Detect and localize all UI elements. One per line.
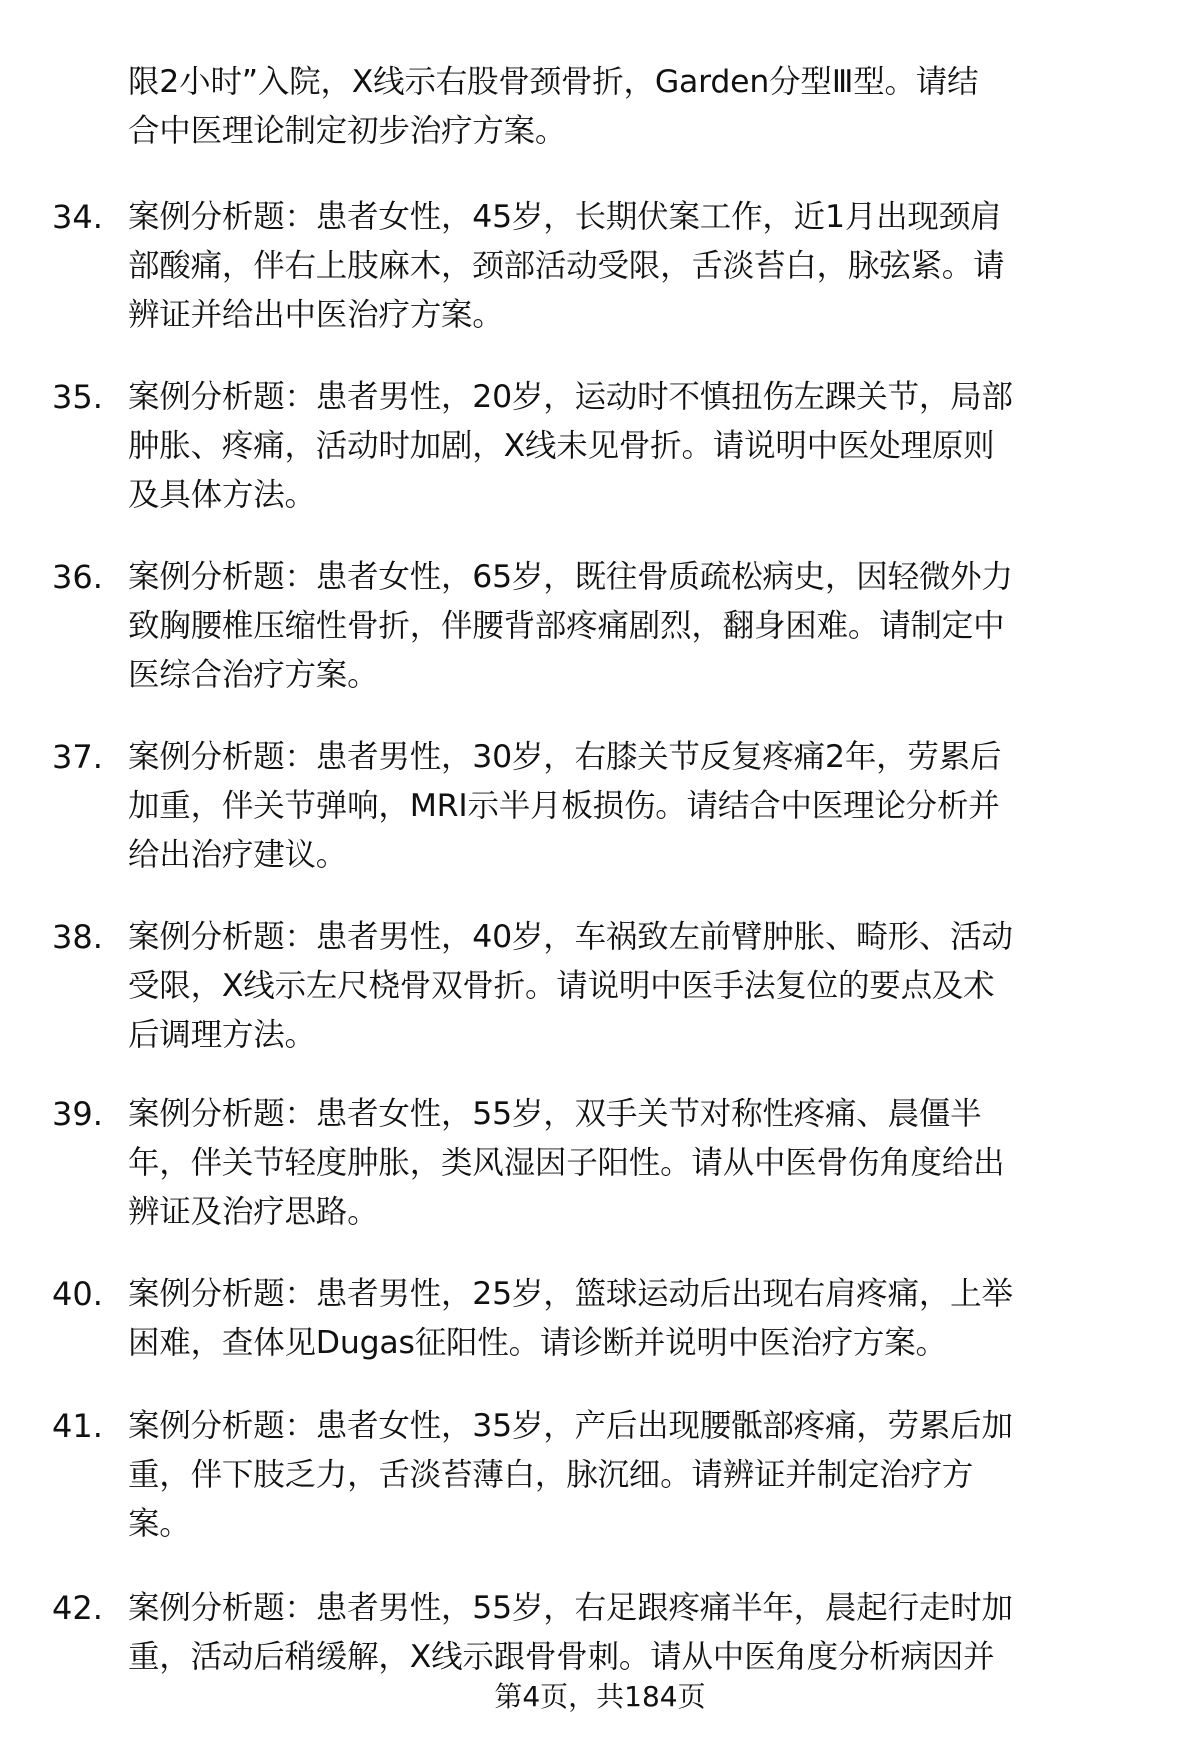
question-text-line: 重，伴下肢乏力，舌淡苔薄白，脉沉细。请辨证并制定治疗方 <box>128 1457 974 1493</box>
question-text-line: 案例分析题：患者男性，40岁，车祸致左前臂肿胀、畸形、活动 <box>128 919 1013 955</box>
question-text-line: 案例分析题：患者男性，20岁，运动时不慎扭伤左踝关节，局部 <box>128 379 1013 415</box>
question-number: 41. <box>52 1407 103 1445</box>
question-number: 34. <box>52 198 103 236</box>
page-number: 第4页，共184页 <box>494 1680 706 1713</box>
question-number: 40. <box>52 1275 103 1313</box>
question-text-line: 案例分析题：患者男性，55岁，右足跟疼痛半年，晨起行走时加 <box>128 1590 1013 1626</box>
question-number: 38. <box>52 918 103 956</box>
question-number: 36. <box>52 558 103 596</box>
question-text-line: 案例分析题：患者男性，25岁，篮球运动后出现右肩疼痛，上举 <box>128 1276 1013 1312</box>
question-text-line: 加重，伴关节弹响，MRI示半月板损伤。请结合中医理论分析并 <box>128 788 1000 824</box>
question-text-line: 案例分析题：患者女性，65岁，既往骨质疏松病史，因轻微外力 <box>128 559 1013 595</box>
question-text-line: 辨证并给出中医治疗方案。 <box>128 297 504 333</box>
question-text-line: 重，活动后稍缓解，X线示跟骨骨刺。请从中医角度分析病因并 <box>128 1639 995 1675</box>
question-text-line: 年，伴关节轻度肿胀，类风湿因子阳性。请从中医骨伤角度给出 <box>128 1145 1005 1181</box>
question-text-line: 案例分析题：患者女性，35岁，产后出现腰骶部疼痛，劳累后加 <box>128 1408 1013 1444</box>
question-number: 35. <box>52 378 103 416</box>
question-number: 37. <box>52 738 103 776</box>
question-text-line: 案。 <box>128 1506 191 1542</box>
question-text-line: 肿胀、疼痛，活动时加剧，X线未见骨折。请说明中医处理原则 <box>128 428 995 464</box>
question-text-line: 案例分析题：患者女性，55岁，双手关节对称性疼痛、晨僵半 <box>128 1096 982 1132</box>
question-text-line: 受限，X线示左尺桡骨双骨折。请说明中医手法复位的要点及术 <box>128 968 995 1004</box>
question-number: 42. <box>52 1589 103 1627</box>
question-text-line: 致胸腰椎压缩性骨折，伴腰背部疼痛剧烈，翻身困难。请制定中 <box>128 608 1005 644</box>
question-text-line: 案例分析题：患者女性，45岁，长期伏案工作，近1月出现颈肩 <box>128 199 1002 235</box>
text-line: 合中医理论制定初步治疗方案。 <box>128 113 567 149</box>
question-number: 39. <box>52 1095 103 1133</box>
question-text-line: 后调理方法。 <box>128 1017 316 1053</box>
question-text-line: 困难，查体见Dugas征阳性。请诊断并说明中医治疗方案。 <box>128 1325 947 1361</box>
question-text-line: 给出治疗建议。 <box>128 837 348 873</box>
question-text-line: 辨证及治疗思路。 <box>128 1194 379 1230</box>
question-text-line: 及具体方法。 <box>128 477 316 513</box>
question-text-line: 医综合治疗方案。 <box>128 657 379 693</box>
question-text-line: 案例分析题：患者男性，30岁，右膝关节反复疼痛2年，劳累后 <box>128 739 1002 775</box>
question-text-line: 部酸痛，伴右上肢麻木，颈部活动受限，舌淡苔白，脉弦紧。请 <box>128 248 1005 284</box>
text-line: 限2小时”入院，X线示右股骨颈骨折，Garden分型Ⅲ型。请结 <box>128 64 979 100</box>
